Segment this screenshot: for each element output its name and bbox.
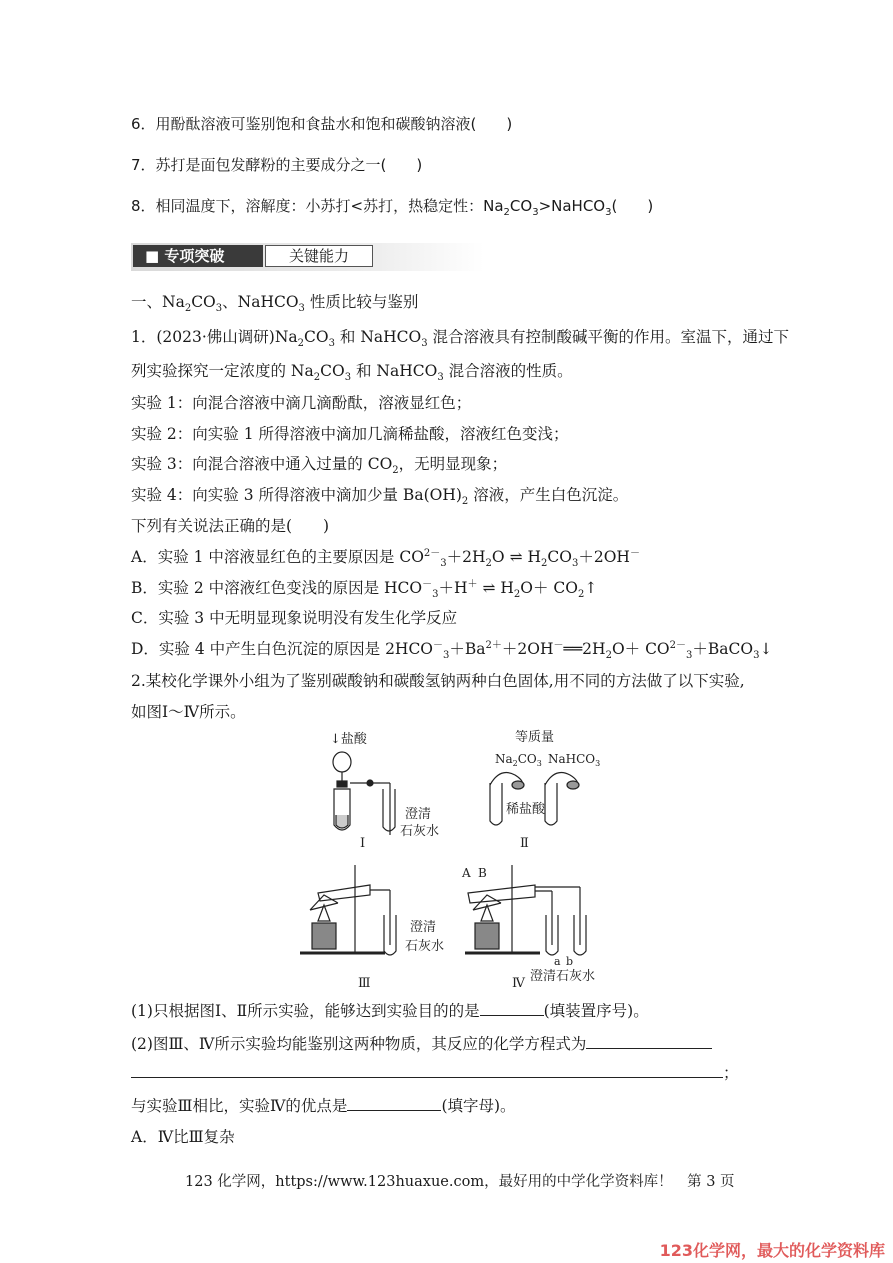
apparatus-figure (290, 725, 620, 990)
fig1-lime-label-1: 澄清 (405, 807, 432, 822)
q1-line2: 列实验探究一定浓度的 $Na_2CO_3$ 和 NaHCO$_3$ 混合溶液的性质。 (131, 362, 573, 384)
answer-blank-3[interactable] (131, 1063, 723, 1078)
page-footer: 123 化学网，https://www.123huaxue.com，最好用的中学化学资料库！ 第 3 页 (185, 1174, 735, 1190)
figure-1 (330, 731, 439, 851)
fig2-hcl-label: 稀盐酸 (506, 802, 546, 817)
fig4-number: Ⅳ (512, 976, 525, 990)
fig1-lime-label-2: 石灰水 (400, 824, 440, 839)
fig4-label-a-upper: A (462, 866, 471, 880)
q1-exp3: 实验 3：向混合溶液中通入过量的 $CO_2$，无明显现象； (131, 455, 508, 477)
section-banner (131, 243, 484, 271)
fig2-equal-label: 等质量 (515, 730, 555, 745)
q1-exp4: 实验 4：向实验 3 所得溶液中滴加少量 $Ba(OH)_2$ 溶液，产生白色沉淀。 (131, 486, 629, 508)
question-7: 7．苏打是面包发酵粉的主要成分之一( ) (131, 156, 423, 174)
q1-option-b: B．实验 2 中溶液红色变浅的原因是 $HCO^-_3+H^+$ ⇌ $H_2O+$ $CO_2↑$ (131, 578, 598, 601)
q2-line2: 如图Ⅰ～Ⅳ所示。 (131, 703, 246, 721)
q2-option-a: A．Ⅳ比Ⅲ复杂 (131, 1128, 235, 1146)
q1-option-d: D．实验 4 中产生白色沉淀的原因是 $2HCO^-_3+Ba^{2+}+2OH^-══2H_2O+$ $CO^{2-}_3+BaCO_3↓$ (131, 639, 773, 662)
q1-exp1: 实验 1：向混合溶液中滴几滴酚酞，溶液显红色； (131, 394, 472, 412)
q1-exp2: 实验 2：向实验 1 所得溶液中滴加几滴稀盐酸，溶液红色变浅； (131, 425, 569, 443)
fig3-number: Ⅲ (358, 976, 371, 990)
fig4-label-b-upper: B (478, 866, 487, 880)
section-title: ■ 专项突破 (133, 245, 263, 267)
fig1-number: Ⅰ (360, 836, 366, 851)
answer-blank-4[interactable] (347, 1096, 441, 1111)
fig4-label-a: a (554, 955, 561, 968)
fig4-lime-label: 澄清石灰水 (530, 969, 596, 984)
question-8: 8．相同温度下，溶解度：小苏打<苏打，热稳定性：$Na_2CO_3>NaHCO_3$( ) (131, 197, 654, 218)
q1-ask: 下列有关说法正确的是( ) (131, 517, 330, 535)
q2-part2: (2)图Ⅲ、Ⅳ所示实验均能鉴别这两种物质，其反应的化学方程式为 (131, 1034, 712, 1054)
watermark: 123化学网，最大的化学资料库 (659, 1241, 885, 1260)
fig2-na2co3-label: $Na_2CO_3$ (495, 752, 542, 768)
answer-blank-2[interactable] (586, 1034, 712, 1049)
question-6: 6．用酚酞溶液可鉴别饱和食盐水和饱和碳酸钠溶液( ) (131, 115, 513, 133)
q1-option-a: A．实验 1 中溶液显红色的主要原因是 $CO^{2-}_3+2H_2O$ ⇌ $H_2CO_3+2OH^-$ (131, 547, 640, 570)
fig2-nahco3-label: NaHCO$_3$ (548, 752, 601, 768)
q2-part2-continuation: ； (131, 1063, 739, 1083)
q2-line1: 2.某校化学课外小组为了鉴别碳酸钠和碳酸氢钠两种白色固体,用不同的方法做了以下实验, (131, 672, 745, 690)
heading-na2co3-nahco3: 一、$Na_2CO_3$、NaHCO$_3$ 性质比较与鉴别 (131, 293, 419, 315)
fig3-lime-label-1: 澄清 (410, 920, 437, 935)
figure-3 (300, 865, 444, 990)
fig4-label-b: b (566, 955, 574, 968)
q2-part1: (1)只根据图Ⅰ、Ⅱ所示实验，能够达到实验目的的是 (填装置序号)。 (131, 1002, 649, 1020)
q2-part3: 与实验Ⅲ相比，实验Ⅳ的优点是 (填字母)。 (131, 1097, 516, 1115)
section-subtitle: 关键能力 (265, 245, 373, 267)
q1-line1: 1．(2023·佛山调研)$Na_2CO_3$ 和 NaHCO$_3$ 混合溶液具有控制酸碱平衡的作用。室温下，通过下 (131, 328, 790, 350)
figure-2 (490, 730, 600, 851)
figure-4 (461, 865, 595, 990)
fig2-number: Ⅱ (520, 836, 529, 851)
fig3-lime-label-2: 石灰水 (405, 939, 445, 954)
answer-blank-1[interactable] (480, 1001, 544, 1016)
q1-option-c: C．实验 3 中无明显现象说明没有发生化学反应 (131, 609, 458, 627)
fig1-acid-label: ↓盐酸 (330, 732, 367, 747)
